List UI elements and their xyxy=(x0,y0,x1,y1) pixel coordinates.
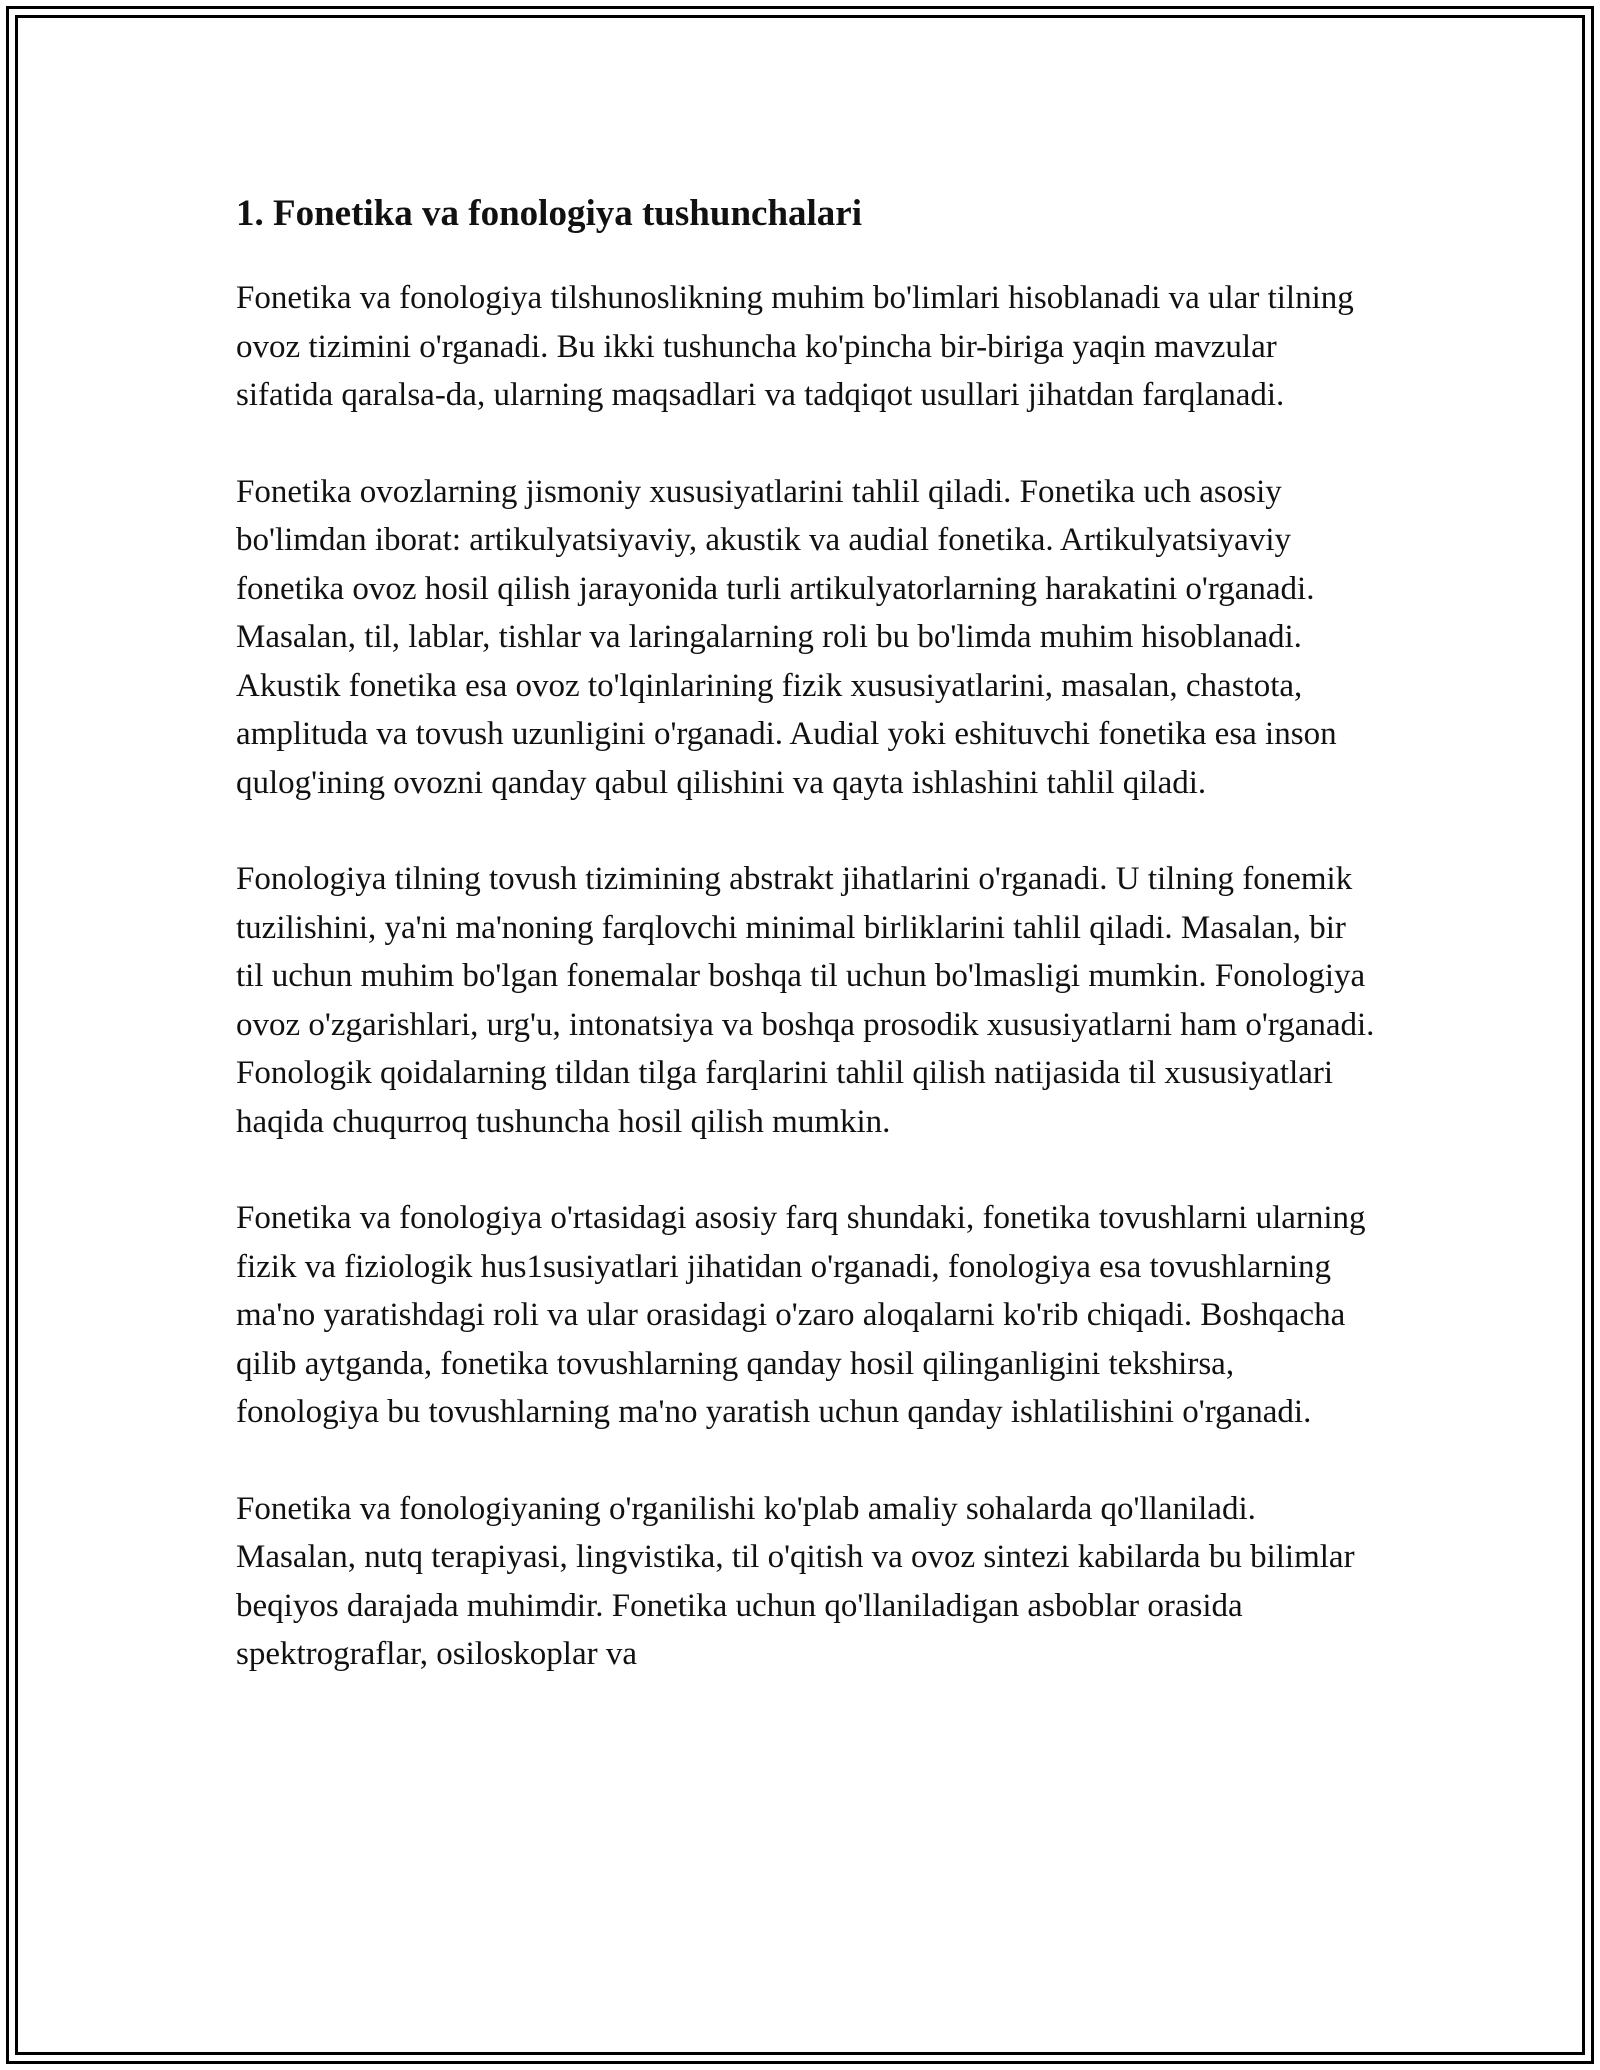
paragraph-applications: Fonetika va fonologiyaning o'rganilishi ko'plab amaliy sohalarda qo'llaniladi. Masalan, nutq terapiyasi, lingvistika, til o'qitish va ovoz sintezi kabilarda bu bilimlar beqiyos darajada muhimdir. Fonetika uchun qo'llaniladigan asboblar orasida spektrograflar, osiloskoplar va xyxy=(236,1490,1355,1672)
paragraph-intro: Fonetika va fonologiya tilshunoslikning muhim bo'limlari hisoblanadi va ular tilning ovoz tizimini o'rganadi. Bu ikki tushuncha ko'pincha bir-biriga yaqin mavzular sifatida qaralsa-da, ularning maqsadlari va tadqiqot usullari jihatdan farqlanadi. xyxy=(236,280,1354,413)
section-heading: 1. Fonetika va fonologiya tushunchalari xyxy=(236,193,863,234)
paragraph-phonology: Fonologiya tilning tovush tizimining abstrakt jihatlarini o'rganadi. U tilning fonemik tuzilishini, ya'ni ma'noning farqlovchi minimal birliklarini tahlil qiladi. Masalan, bir til uchun muhim bo'lgan fonemalar boshqa til uchun bo'lmasligi mumkin. Fonologiya ovoz o'zgarishlari, urg'u, intonatsiya va boshqa prosodik xususiyatlarni ham o'rganadi. Fonologik qoidalarning tildan tilga farqlarini tahlil qilish natijasida til xususiyatlari haqida chuqurroq tushuncha hosil qilish mumkin. xyxy=(236,861,1375,1140)
paragraph-difference: Fonetika va fonologiya o'rtasidagi asosiy farq shundaki, fonetika tovushlarni ularning fizik va fiziologik hus1susiyatlari jihatidan o'rganadi, fonologiya esa tovushlarning ma'no yaratishdagi roli va ular orasidagi o'zaro aloqalarni ko'rib chiqadi. Boshqacha qilib aytganda, fonetika tovushlarning qanday hosil qilinganligini tekshirsa, fonologiya bu tovushlarning ma'no yaratish uchun qanday ishlatilishini o'rganadi. xyxy=(236,1200,1366,1430)
paragraph-phonetics: Fonetika ovozlarning jismoniy xususiyatlarini tahlil qiladi. Fonetika uch asosiy bo'limdan iborat: artikulyatsiyaviy, akustik va audial fonetika. Artikulyatsiyaviy fonetika ovoz hosil qilish jarayonida turli artikulyatorlarning harakatini o'rganadi. Masalan, til, lablar, tishlar va laringalarning roli bu bo'limda muhim hisoblanadi. Akustik fonetika esa ovoz to'lqinlarining fizik xususiyatlarini, masalan, chastota, amplituda va tovush uzunligini o'rganadi. Audial yoki eshituvchi fonetika esa inson qulog'ining ovozni qanday qabul qilishini va qayta ishlashini tahlil qiladi. xyxy=(236,473,1337,801)
document-body xyxy=(236,188,1376,1727)
